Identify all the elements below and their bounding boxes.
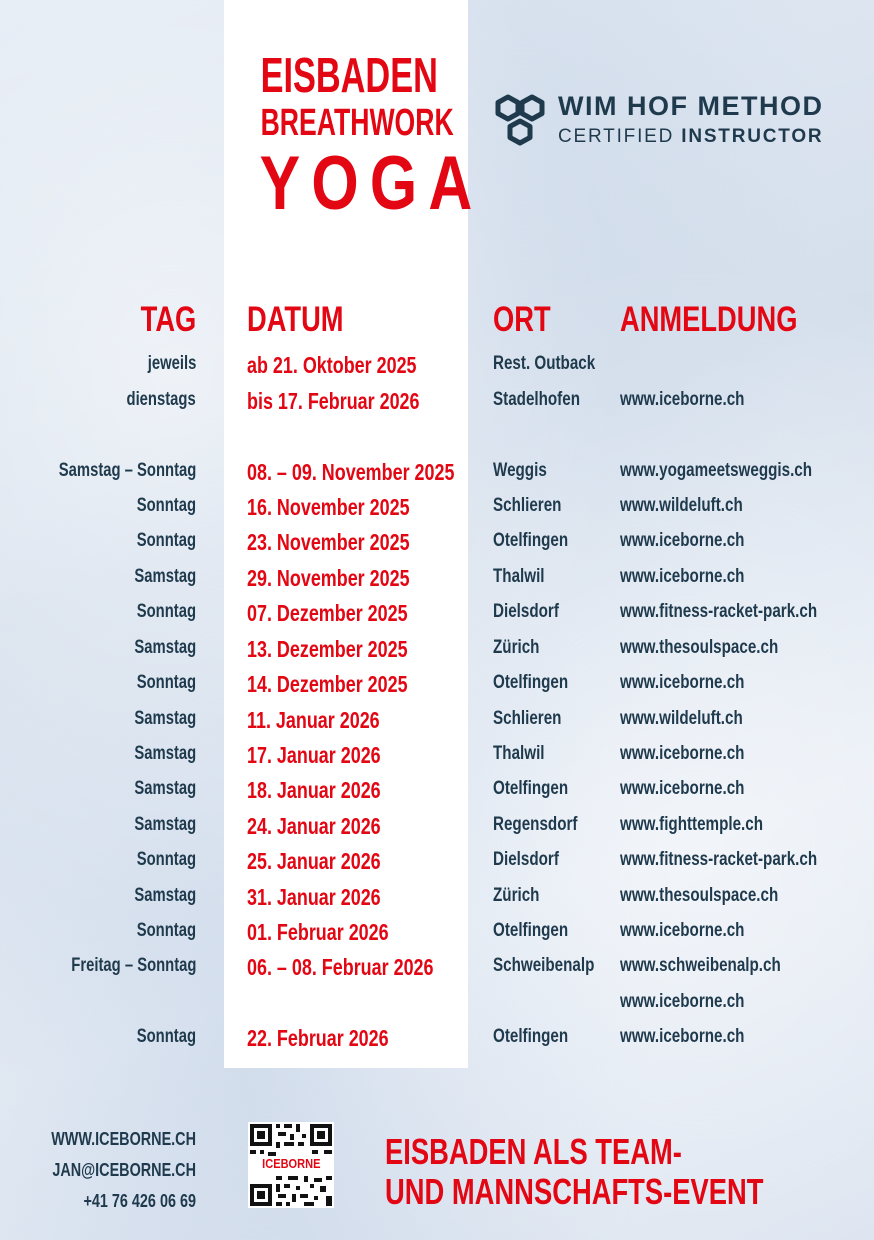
row-date: 13. Dezember 2025 <box>247 636 408 662</box>
instructor-label: INSTRUCTOR <box>681 126 824 147</box>
poster-title <box>224 49 484 226</box>
row-registration-link[interactable]: www.iceborne.ch <box>620 743 745 764</box>
row-registration-link[interactable]: www.schweibenalp.ch <box>620 955 781 976</box>
row-location: Otelfingen <box>493 672 569 693</box>
row-day: Samstag <box>134 778 196 799</box>
row-location: Zürich <box>493 637 540 658</box>
row-location: Thalwil <box>493 566 545 587</box>
row-day: Samstag <box>134 637 196 658</box>
row-location: Weggis <box>493 460 547 481</box>
certified-label: CERTIFIED <box>558 126 675 147</box>
row-registration-link[interactable]: www.yogameetsweggis.ch <box>620 460 813 481</box>
row-registration-link[interactable]: www.thesoulspace.ch <box>620 885 779 906</box>
row-registration-link[interactable]: www.thesoulspace.ch <box>620 637 779 658</box>
row-registration-link[interactable]: www.iceborne.ch <box>620 778 745 799</box>
row-registration-link[interactable]: www.fitness-racket-park.ch <box>620 849 818 870</box>
row-registration-link[interactable]: www.iceborne.ch <box>620 1026 745 1047</box>
row-registration-link[interactable]: www.wildeluft.ch <box>620 495 743 516</box>
row-location: Thalwil <box>493 743 545 764</box>
row-registration-link[interactable]: www.iceborne.ch <box>620 920 745 941</box>
team-event-tagline <box>385 1132 874 1212</box>
row-day: Samstag <box>134 708 196 729</box>
row-location: Rest. Outback <box>493 353 596 374</box>
row-registration-link[interactable]: www.fitness-racket-park.ch <box>620 601 818 622</box>
contact-website[interactable]: WWW.ICEBORNE.CH <box>51 1129 196 1149</box>
row-date: 08. – 09. November 2025 <box>247 459 455 485</box>
row-date: 14. Dezember 2025 <box>247 671 408 697</box>
row-registration-link[interactable]: www.iceborne.ch <box>620 389 745 410</box>
row-location: Zürich <box>493 885 540 906</box>
contact-phone[interactable]: +41 76 426 06 69 <box>83 1191 196 1211</box>
row-location: Regensdorf <box>493 814 578 835</box>
row-location: Schlieren <box>493 708 562 729</box>
row-date: 06. – 08. Februar 2026 <box>247 954 434 980</box>
hexagon-cluster-icon <box>494 94 550 148</box>
wim-hof-certification <box>558 125 823 149</box>
row-date: 17. Januar 2026 <box>247 742 381 768</box>
row-day: Sonntag <box>136 849 196 870</box>
header-tag: TAG <box>140 300 196 339</box>
row-day: Samstag <box>134 743 196 764</box>
row-registration-link[interactable]: www.iceborne.ch <box>620 566 745 587</box>
row-date: 22. Februar 2026 <box>247 1025 389 1051</box>
row-date: 16. November 2025 <box>247 494 410 520</box>
team-event-line1: EISBADEN ALS TEAM- <box>385 1131 682 1172</box>
wim-hof-brand: WIM HOF METHOD <box>558 91 824 121</box>
row-date: bis 17. Februar 2026 <box>247 388 420 414</box>
row-day: Sonntag <box>136 920 196 941</box>
row-day: Sonntag <box>136 1026 196 1047</box>
row-day: Samstag – Sonntag <box>58 460 196 481</box>
row-day: dienstags <box>126 389 196 410</box>
row-date: 31. Januar 2026 <box>247 884 381 910</box>
header-anmeldung: ANMELDUNG <box>620 300 798 339</box>
row-location: Otelfingen <box>493 1026 569 1047</box>
row-day: Samstag <box>134 566 196 587</box>
row-day: Sonntag <box>136 495 196 516</box>
row-date: 07. Dezember 2025 <box>247 600 408 626</box>
row-date: 01. Februar 2026 <box>247 919 389 945</box>
header-datum: DATUM <box>247 300 344 339</box>
row-day: jeweils <box>147 353 196 374</box>
row-day: Samstag <box>134 814 196 835</box>
row-date: 25. Januar 2026 <box>247 848 381 874</box>
row-day: Freitag – Sonntag <box>70 955 196 976</box>
row-date: 18. Januar 2026 <box>247 777 381 803</box>
row-day: Sonntag <box>136 530 196 551</box>
row-location: Dielsdorf <box>493 601 559 622</box>
header-ort: ORT <box>493 300 551 339</box>
row-date: 24. Januar 2026 <box>247 813 381 839</box>
contact-block <box>15 1124 196 1217</box>
row-day: Sonntag <box>136 601 196 622</box>
title-line-yoga: YOGA <box>259 141 484 226</box>
qr-brand-text: ICEBORNE <box>261 1156 321 1171</box>
title-line-breathwork: BREATHWORK <box>260 102 454 144</box>
wim-hof-badge <box>494 90 834 160</box>
title-line-eisbaden: EISBADEN <box>260 49 438 103</box>
qr-brand-label <box>248 1156 334 1172</box>
row-registration-link[interactable]: www.iceborne.ch <box>620 530 745 551</box>
row-registration-link[interactable]: www.iceborne.ch <box>620 672 745 693</box>
row-date: ab 21. Oktober 2025 <box>247 352 417 378</box>
row-location: Dielsdorf <box>493 849 559 870</box>
row-date: 11. Januar 2026 <box>247 707 380 733</box>
contact-email[interactable]: JAN@ICEBORNE.CH <box>52 1160 196 1180</box>
team-event-line2: UND MANNSCHAFTS-EVENT <box>385 1171 764 1212</box>
row-location: Otelfingen <box>493 920 569 941</box>
row-location: Otelfingen <box>493 530 569 551</box>
row-date: 23. November 2025 <box>247 529 410 555</box>
row-registration-link[interactable]: www.wildeluft.ch <box>620 708 743 729</box>
row-registration-link[interactable]: www.fighttemple.ch <box>620 814 763 835</box>
row-day: Sonntag <box>136 672 196 693</box>
row-registration-link[interactable]: www.iceborne.ch <box>620 991 745 1012</box>
row-location: Stadelhofen <box>493 389 580 410</box>
row-location: Schweibenalp <box>493 955 595 976</box>
row-day: Samstag <box>134 885 196 906</box>
row-date: 29. November 2025 <box>247 565 410 591</box>
row-location: Otelfingen <box>493 778 569 799</box>
row-location: Schlieren <box>493 495 562 516</box>
